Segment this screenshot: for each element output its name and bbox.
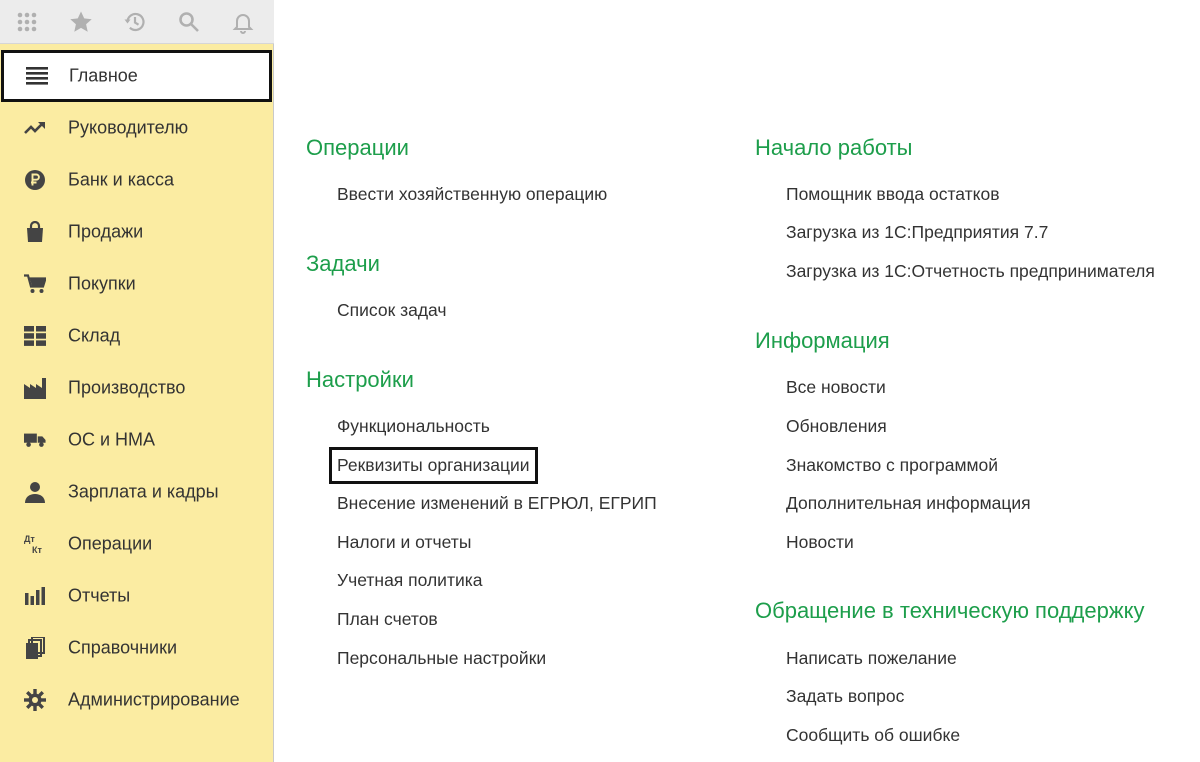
sidebar-item-bank[interactable] <box>0 154 274 206</box>
sidebar-item-main[interactable] <box>1 50 272 102</box>
sidebar-nav <box>0 50 274 726</box>
sidebar-item-administration[interactable] <box>0 674 274 726</box>
link-ask-question[interactable]: Задать вопрос <box>786 686 905 706</box>
sidebar-toolbar <box>0 0 274 44</box>
sidebar-item-salary-hr[interactable] <box>0 466 274 518</box>
link-import-1c77[interactable]: Загрузка из 1С:Предприятия 7.7 <box>786 222 1049 242</box>
sidebar-item-label: Справочники <box>68 637 178 658</box>
sidebar-item-label: Продажи <box>68 221 144 242</box>
link-egrul-changes[interactable]: Внесение изменений в ЕГРЮЛ, ЕГРИП <box>337 493 657 513</box>
search-icon[interactable] <box>162 0 216 44</box>
truck-icon <box>24 429 46 451</box>
cart-icon <box>24 273 46 295</box>
notifications-bell-icon[interactable] <box>216 0 270 44</box>
favorites-star-icon[interactable] <box>54 0 108 44</box>
section-title-support: Обращение в техническую поддержку <box>755 598 1145 623</box>
sidebar-item-label: Отчеты <box>68 585 131 606</box>
sidebar-item-production[interactable] <box>0 362 274 414</box>
sidebar-item-label: ОС и НМА <box>68 429 156 450</box>
link-additional-info[interactable]: Дополнительная информация <box>786 493 1031 513</box>
apps-grid-icon[interactable] <box>0 0 54 44</box>
sidebar-item-warehouse[interactable] <box>0 310 274 362</box>
link-taxes-reports[interactable]: Налоги и отчеты <box>337 532 472 552</box>
books-icon <box>24 637 46 659</box>
bar-chart-icon <box>24 585 46 607</box>
sidebar-item-manager[interactable] <box>0 102 274 154</box>
sidebar-item-label: Производство <box>68 377 186 398</box>
svg-text:Дт: Дт <box>24 534 35 544</box>
link-program-tour[interactable]: Знакомство с программой <box>786 455 999 475</box>
sidebar-item-label: Склад <box>68 325 121 346</box>
sidebar-item-sales[interactable] <box>0 206 274 258</box>
link-updates[interactable]: Обновления <box>786 416 887 436</box>
link-balance-wizard[interactable]: Помощник ввода остатков <box>786 184 1000 204</box>
menu-lines-icon <box>26 65 48 87</box>
main-content <box>275 0 1200 762</box>
sidebar-item-label: Руководителю <box>68 117 189 138</box>
link-report-error[interactable]: Сообщить об ошибке <box>786 725 961 745</box>
svg-text:Кт: Кт <box>32 545 42 555</box>
link-enter-operation[interactable]: Ввести хозяйственную операцию <box>337 184 608 204</box>
sidebar-item-label: Операции <box>68 533 153 554</box>
link-organization-details[interactable]: Реквизиты организации <box>337 455 530 475</box>
shopping-bag-icon <box>24 221 46 243</box>
sidebar-item-label: Банк и касса <box>68 169 174 190</box>
link-news[interactable]: Новости <box>786 532 854 552</box>
sidebar-item-label: Администрирование <box>68 689 240 710</box>
link-personal-settings[interactable]: Персональные настройки <box>337 648 547 668</box>
section-title-settings: Настройки <box>306 367 414 392</box>
link-import-1c-reporting[interactable]: Загрузка из 1С:Отчетность предпринимателя <box>786 261 1155 281</box>
link-write-suggestion[interactable]: Написать пожелание <box>786 648 957 668</box>
sidebar-item-label: Главное <box>69 65 138 86</box>
link-functionality[interactable]: Функциональность <box>337 416 490 436</box>
sidebar-item-label: Зарплата и кадры <box>68 481 219 502</box>
sidebar-item-directories[interactable] <box>0 622 274 674</box>
sidebar-item-operations[interactable] <box>0 518 274 570</box>
warehouse-grid-icon <box>24 325 46 347</box>
gear-icon <box>24 689 46 711</box>
ruble-coin-icon <box>24 169 46 191</box>
link-accounting-policy[interactable]: Учетная политика <box>337 570 483 590</box>
section-title-tasks: Задачи <box>306 251 380 276</box>
history-icon[interactable] <box>108 0 162 44</box>
sidebar-item-purchases[interactable] <box>0 258 274 310</box>
link-all-news[interactable]: Все новости <box>786 377 886 397</box>
section-title-getting-started: Начало работы <box>755 135 913 160</box>
section-title-operations: Операции <box>306 135 409 160</box>
person-icon <box>24 481 46 503</box>
factory-icon <box>24 377 46 399</box>
link-task-list[interactable]: Список задач <box>337 300 447 320</box>
trend-up-icon <box>24 117 46 139</box>
sidebar-item-reports[interactable] <box>0 570 274 622</box>
dt-kt-icon <box>24 533 46 555</box>
sidebar-item-label: Покупки <box>68 273 136 294</box>
section-title-information: Информация <box>755 328 890 353</box>
link-chart-of-accounts[interactable]: План счетов <box>337 609 438 629</box>
sidebar <box>0 0 274 762</box>
sidebar-item-fixed-assets[interactable] <box>0 414 274 466</box>
